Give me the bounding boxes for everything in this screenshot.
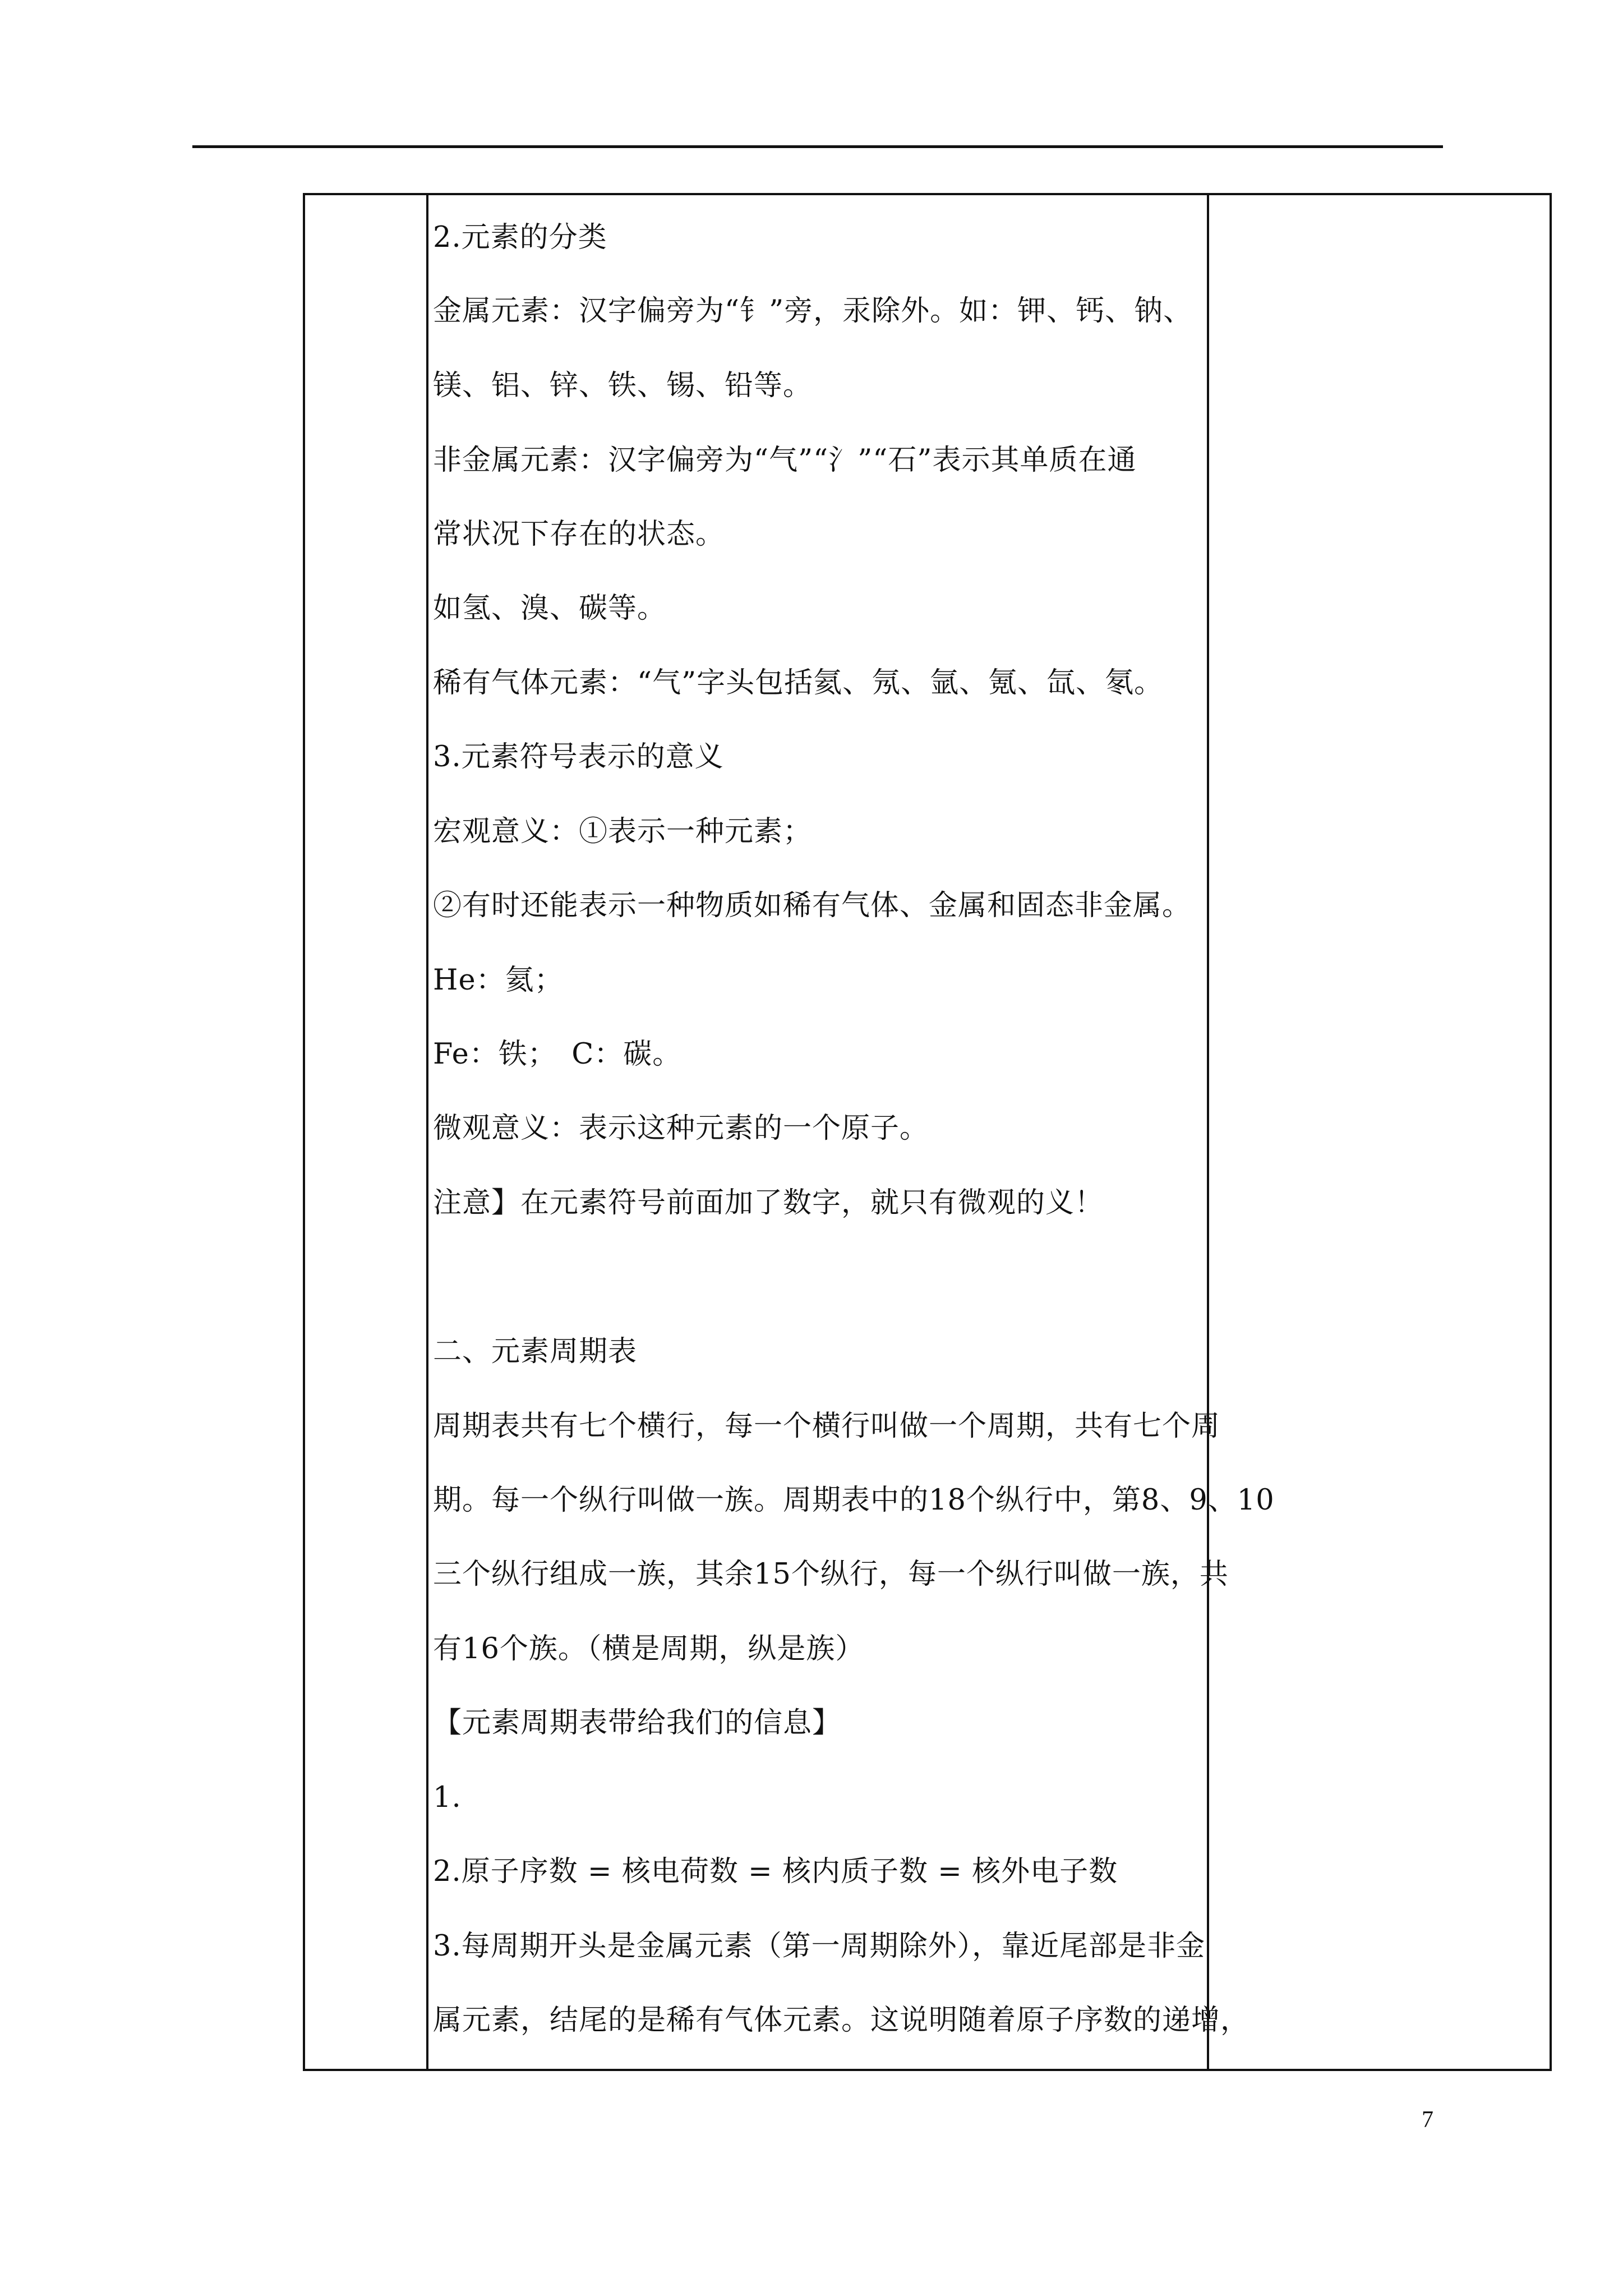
text-line: 注意】在元素符号前面加了数字，就只有微观的义！ (433, 1186, 1104, 1220)
text-line: 有16个族。（横是周期，纵是族） (433, 1632, 865, 1665)
text-line: 二、元素周期表 (433, 1335, 638, 1368)
text-line: 微观意义：表示这种元素的一个原子。 (433, 1112, 929, 1145)
column-divider-right (1207, 195, 1209, 2069)
text-line: 【元素周期表带给我们的信息】 (433, 1706, 842, 1740)
text-line: 常状况下存在的状态。 (433, 518, 725, 551)
text-line: 3.元素符号表示的意义 (433, 740, 724, 774)
content-table (303, 193, 1552, 2071)
text-line: 期。每一个纵行叫做一族。周期表中的18个纵行中，第8、9、10 (433, 1484, 1275, 1517)
text-line: 周期表共有七个横行，每一个横行叫做一个周期，共有七个周 (433, 1410, 1221, 1443)
header-rule (192, 145, 1443, 148)
text-line: 如氢、溴、碳等。 (433, 592, 667, 625)
text-line: 镁、铝、锌、铁、锡、铅等。 (433, 369, 813, 402)
text-line: Fe：铁； C：碳。 (433, 1038, 682, 1071)
text-line: 1. (433, 1781, 462, 1814)
text-line: 非金属元素：汉字偏旁为“气”“氵”“石”表示其单质在通 (433, 444, 1137, 477)
text-line: ②有时还能表示一种物质如稀有气体、金属和固态非金属。 (433, 889, 1192, 922)
page-number: 7 (1422, 2107, 1433, 2133)
text-line: 稀有气体元素：“气”字头包括氦、氖、氩、氪、氙、氡。 (433, 666, 1164, 700)
text-line: He：氦； (433, 964, 564, 997)
text-line: 2.原子序数 = 核电荷数 = 核内质子数 = 核外电子数 (433, 1855, 1118, 1888)
text-line: 三个纵行组成一族，其余15个纵行，每一个纵行叫做一族，共 (433, 1558, 1229, 1591)
text-line: 属元素，结尾的是稀有气体元素。这说明随着原子序数的递增， (433, 2004, 1250, 2037)
text-line: 宏观意义：①表示一种元素； (433, 815, 813, 848)
text-line: 2.元素的分类 (433, 221, 607, 254)
content-cell (428, 195, 1275, 2069)
text-line: 3.每周期开头是金属元素（第一周期除外），靠近尾部是非金 (433, 1930, 1206, 1963)
text-line: 金属元素：汉字偏旁为“钅”旁，汞除外。如：钾、钙、钠、 (433, 295, 1193, 328)
